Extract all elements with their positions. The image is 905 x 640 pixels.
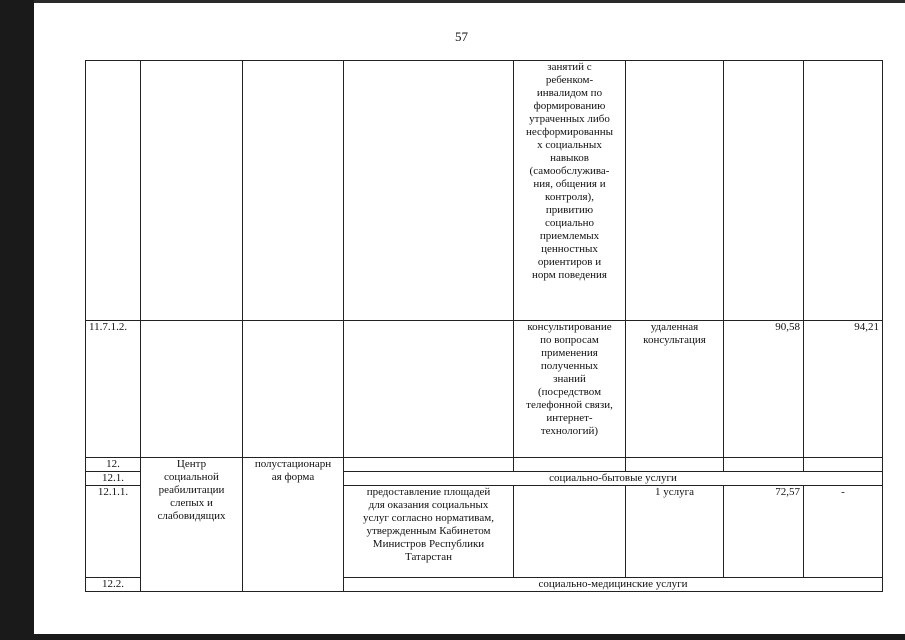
code-cell (86, 61, 141, 321)
value1-cell (724, 458, 804, 472)
extra-cell (514, 486, 626, 578)
form-cell (243, 321, 344, 458)
value2-cell: 94,21 (804, 321, 883, 458)
scan-border-bottom (0, 634, 905, 640)
extra-cell (344, 458, 514, 472)
value1-cell: 72,57 (724, 486, 804, 578)
value2-cell (804, 458, 883, 472)
code-cell: 11.7.1.2. (86, 321, 141, 458)
code-cell: 12.2. (86, 578, 141, 592)
table-row (86, 61, 883, 321)
code-cell: 12.1. (86, 472, 141, 486)
service-cell: предоставление площадей для оказания социальных услуг согласно нормативам, утвержденным Кабинетом Министров Республики Татарстан (344, 486, 514, 578)
table-row (86, 321, 883, 458)
services-table (85, 60, 883, 592)
scan-border-left (0, 0, 34, 640)
value1-cell (724, 61, 804, 321)
org-cell (141, 321, 243, 458)
table-row (86, 458, 883, 472)
code-cell: 12.1.1. (86, 486, 141, 578)
org-cell (141, 61, 243, 321)
form-cell: полустационарн ая форма (243, 458, 344, 592)
unit-cell: 1 услуга (626, 486, 724, 578)
page-number: 57 (455, 29, 468, 44)
code-cell: 12. (86, 458, 141, 472)
unit-cell: удаленная консультация (626, 321, 724, 458)
service-cell: консультирование по вопросам применения полученных знаний (посредством телефонной связи, интернет- технологий) (514, 321, 626, 458)
unit-cell (626, 61, 724, 321)
extra-cell (344, 321, 514, 458)
service-cell: занятий с ребенком- инвалидом по формированию утраченных либо несформированны х социальных навыков (самообслужива- ния, общения и контроля), привитию социально приемлемых ценностных ориентиров и норм поведения (514, 61, 626, 321)
section-header: социально-бытовые услуги (344, 472, 883, 486)
form-cell (243, 61, 344, 321)
unit-cell (626, 458, 724, 472)
value2-cell: - (804, 486, 883, 578)
section-header: социально-медицинские услуги (344, 578, 883, 592)
scan-border-top (34, 0, 905, 3)
service-cell (514, 458, 626, 472)
value1-cell: 90,58 (724, 321, 804, 458)
extra-cell (344, 61, 514, 321)
org-cell: Центр социальной реабилитации слепых и слабовидящих (141, 458, 243, 592)
value2-cell (804, 61, 883, 321)
